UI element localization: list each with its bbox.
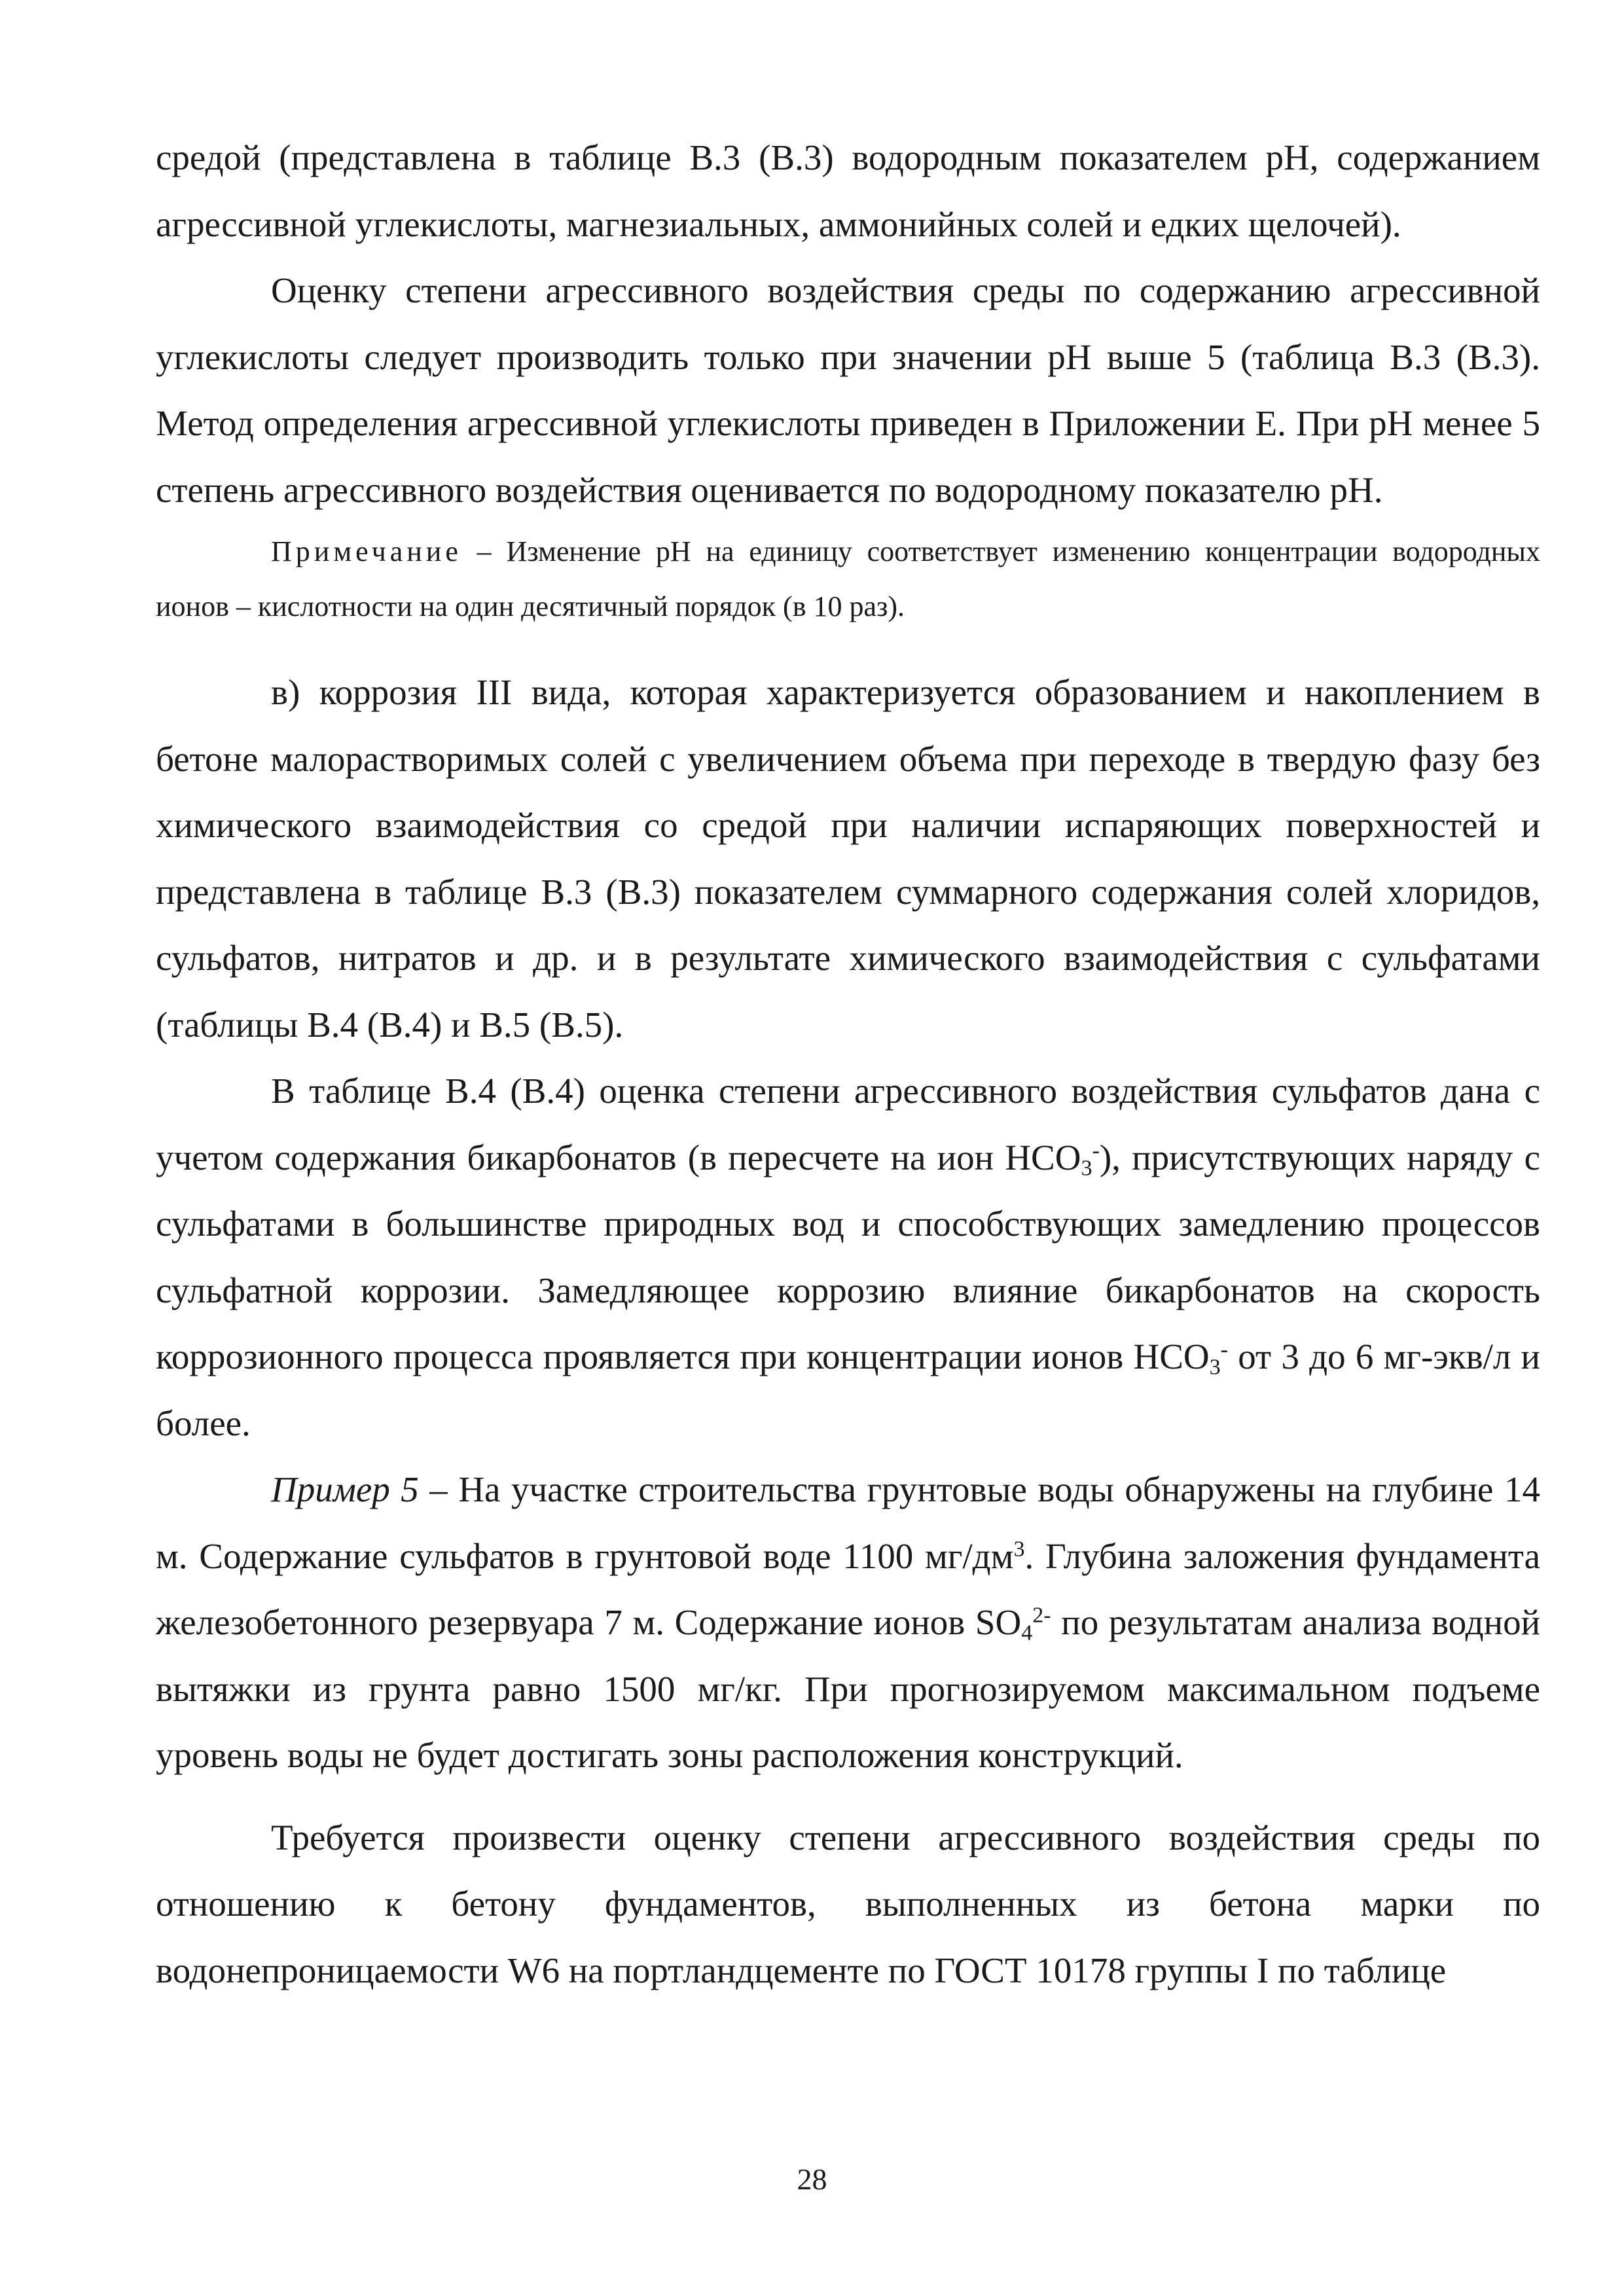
example-text-part-2: . Глубина заложения фундамента железобетонного резервуара 7 м. Содержание ионов SO — [156, 1535, 1540, 1642]
paragraph-carbonic-acid-assessment: Оценку степени агрессивного воздействия среды по содержанию агрессивной углекислоты следует производить только при значении pH выше 5 (таблица В.3 (В.3). Метод определения агрессивной углекислоты приведен в Приложении Е. При pH менее 5 степень агрессивного воздействия оценивается по водородному показателю pH. — [156, 270, 1540, 510]
example-text-part-1: – На участке строительства грунтовые воды обнаружены на глубине 14 м. Содержание сульфатов в грунтовой воде 1100 мг/дм — [156, 1469, 1540, 1576]
spacer — [156, 634, 1540, 659]
spacer — [156, 1789, 1540, 1804]
hco3-subscript-2: 3 — [1209, 1355, 1221, 1380]
paragraph-bicarbonates — [156, 1058, 1540, 1456]
bicarbonates-text-part-3: от 3 до 6 мг-экв/л и более. — [156, 1336, 1540, 1443]
hco3-superscript-1: - — [1092, 1138, 1100, 1162]
paragraph-task-statement: Требуется произвести оценку степени агрессивного воздействия среды по отношению к бетону фундаментов, выполненных из бетона марки по водонепроницаемости W6 на портландцементе по ГОСТ 10178 группы I по таблице — [156, 1817, 1540, 1990]
bicarbonates-text-part-1: В таблице В.4 (В.4) оценка степени агрессивного воздействия сульфатов дана с учетом содержания бикарбонатов (в пересчете на ион НСО — [156, 1071, 1540, 1177]
so4-superscript: 2- — [1032, 1603, 1051, 1628]
paragraph-corrosion-type-3: в) коррозия III вида, которая характеризуется образованием и накоплением в бетоне малорастворимых солей с увеличением объема при переходе в твердую фазу без химического взаимодействия со средой при наличии испаряющих поверхностей и представлена в таблице В.3 (В.3) показателем суммарного содержания солей хлоридов, сульфатов, нитратов и др. и в результате химического взаимодействия с сульфатами (таблицы В.4 (В.4) и В.5 (В.5). — [156, 672, 1540, 1045]
so4-subscript: 4 — [1021, 1621, 1033, 1645]
note-text: – Изменение pH на единицу соответствует изменению концентрации водородных ионов – кислотности на один десятичный порядок (в 10 раз). — [156, 535, 1540, 622]
paragraph-example-5 — [156, 1456, 1540, 1789]
page-number: 28 — [797, 2162, 827, 2196]
document-page — [156, 124, 1540, 2003]
hco3-superscript-2: - — [1220, 1337, 1229, 1362]
paragraph-aggressive-media-continuation: средой (представлена в таблице В.3 (В.3) водородным показателем pH, содержанием агрессивной углекислоты, магнезиальных, аммонийных солей и едких щелочей). — [156, 137, 1540, 244]
dm3-superscript: 3 — [1013, 1536, 1025, 1561]
example-label: Пример 5 — [271, 1469, 419, 1509]
note-ph-change — [156, 524, 1540, 634]
hco3-subscript-1: 3 — [1081, 1156, 1092, 1181]
example-text-part-3: по результатам анализа водной вытяжки из грунта равно 1500 мг/кг. При прогнозируемом максимальном подъеме уровень воды не будет достигать зоны расположения конструкций. — [156, 1602, 1541, 1775]
bicarbonates-text-part-2: ), присутствующих наряду с сульфатами в большинстве природных вод и способствующих замедлению процессов сульфатной коррозии. Замедляющее коррозию влияние бикарбонатов на скорость коррозионного процесса проявляется при концентрации ионов НСО — [156, 1137, 1541, 1376]
note-label: Примечание — [271, 535, 462, 567]
